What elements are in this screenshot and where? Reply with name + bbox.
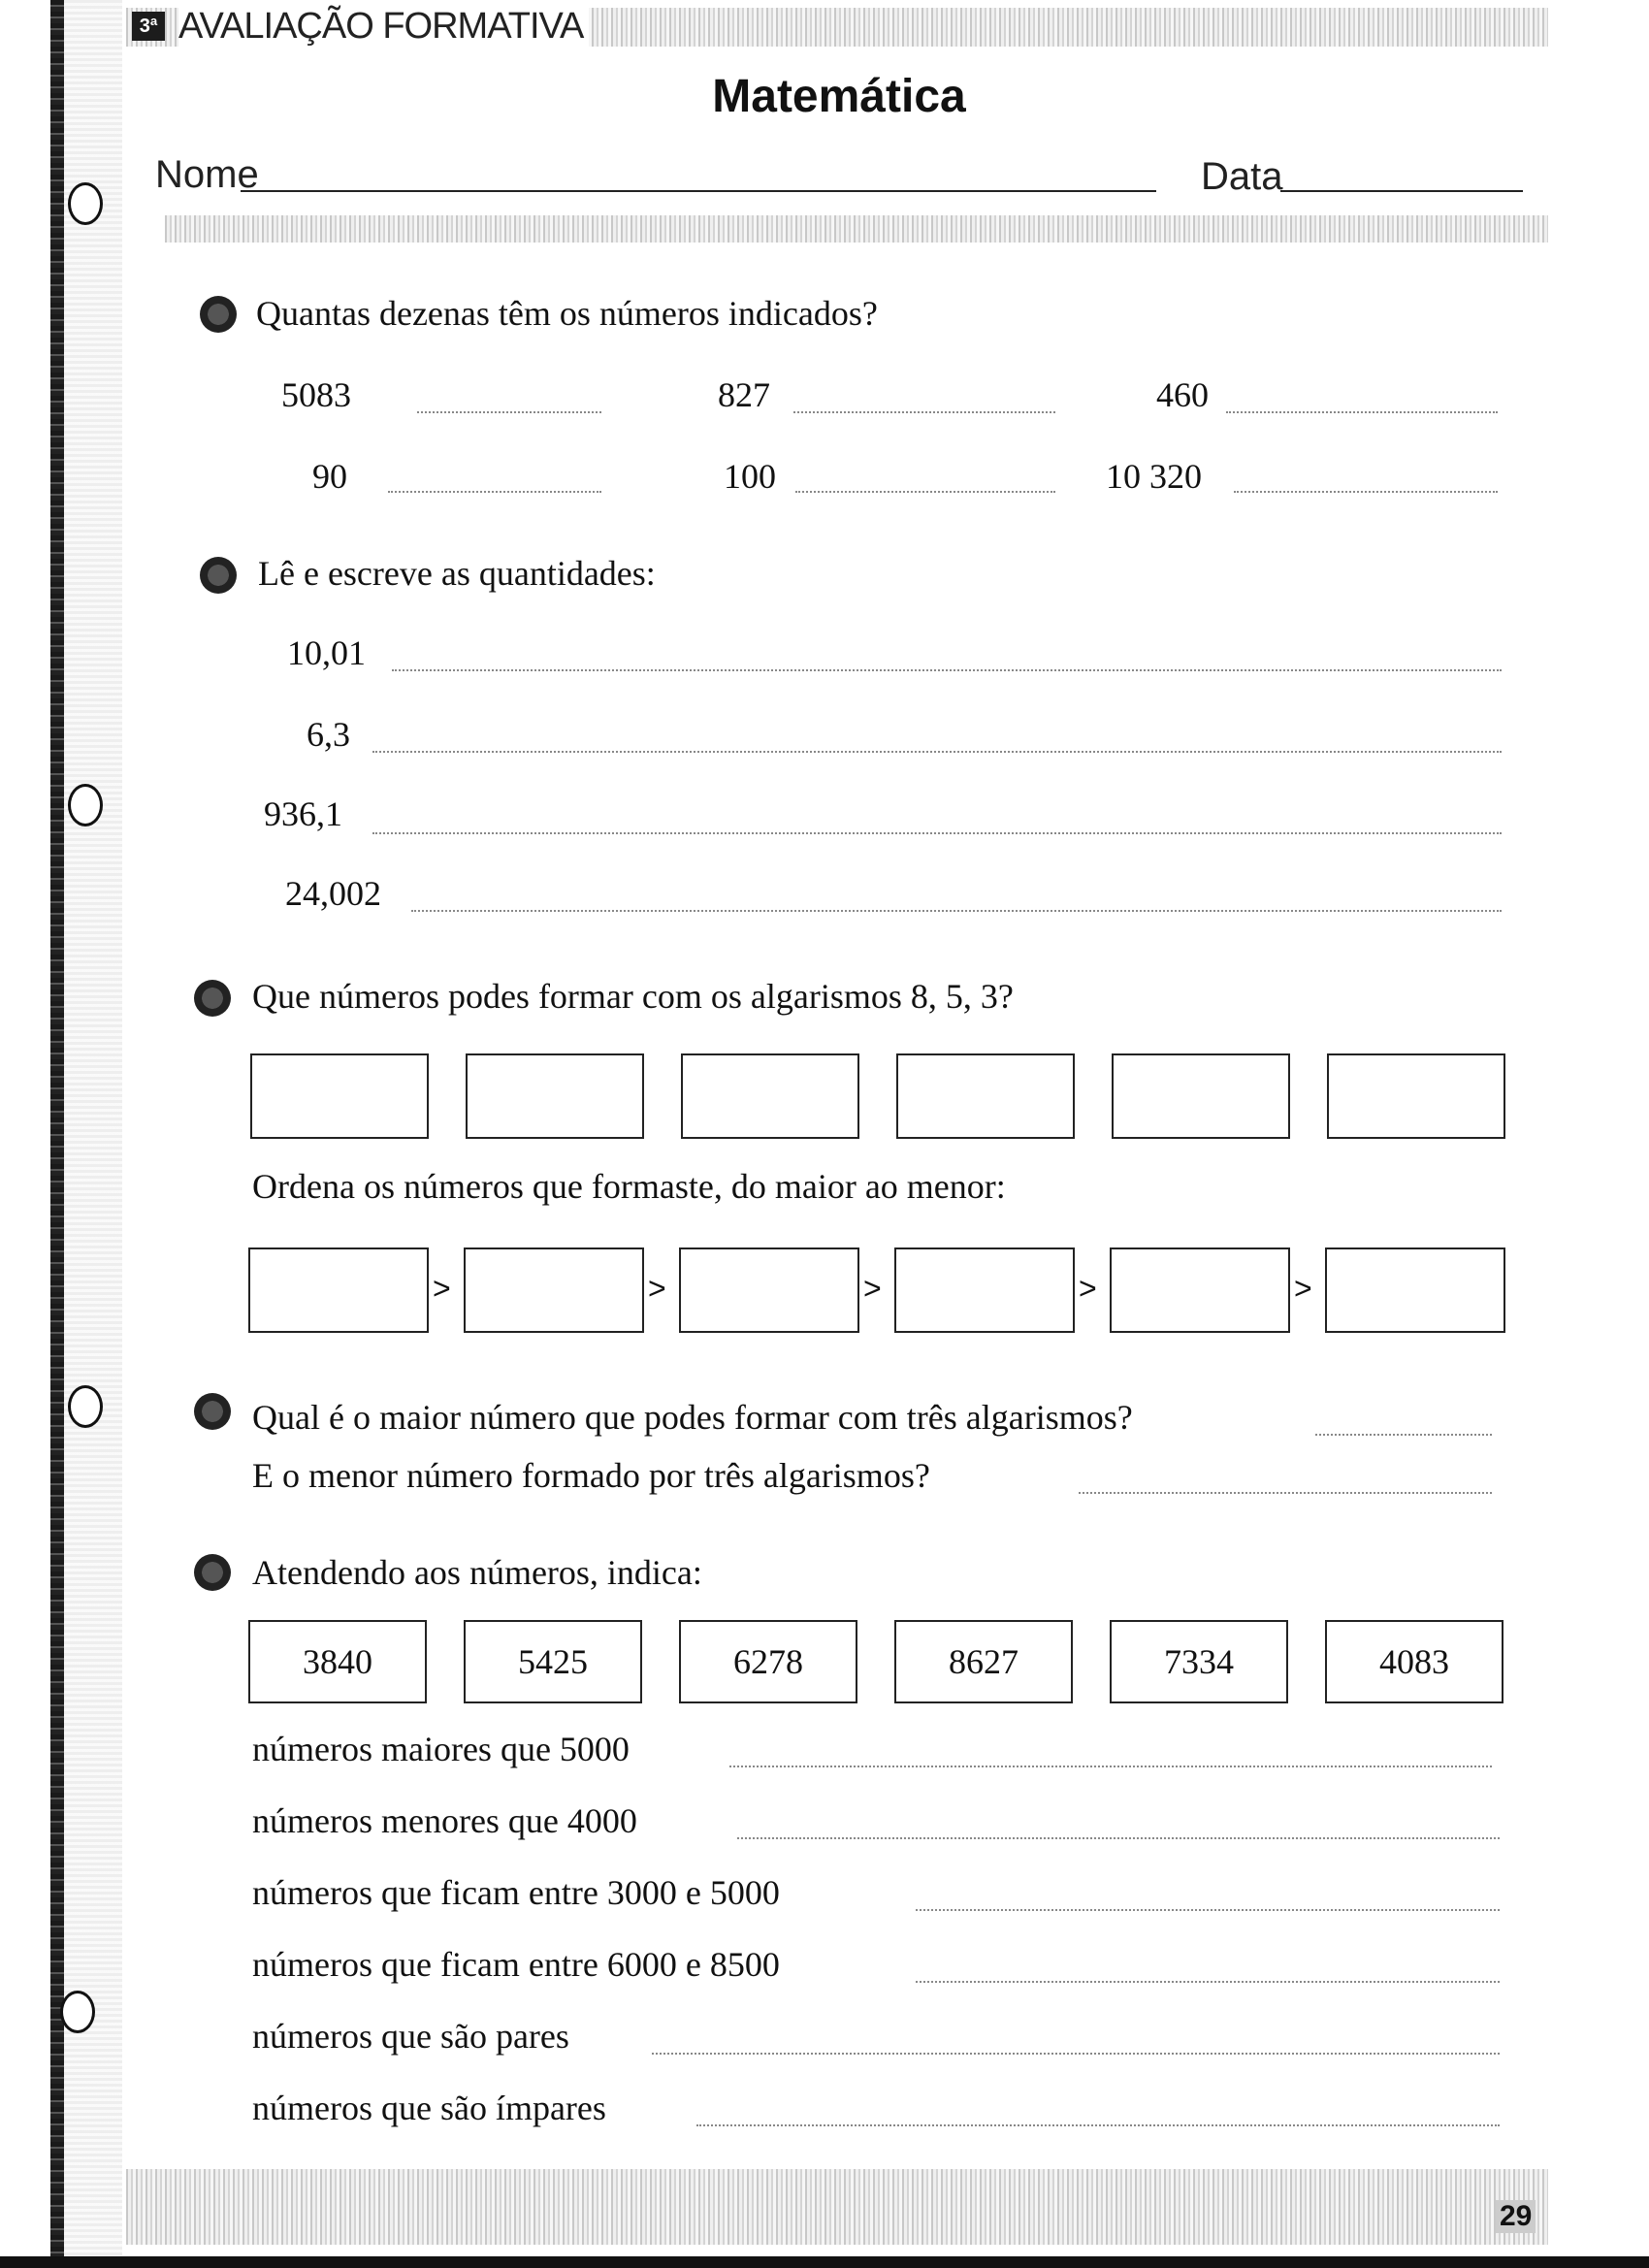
q3-order-box[interactable]: [248, 1247, 429, 1333]
q1-number: 90: [312, 457, 347, 496]
q5-number: 7334: [1164, 1642, 1234, 1681]
q3-number-box[interactable]: [896, 1053, 1075, 1139]
q5-answer-line[interactable]: [652, 2053, 1500, 2055]
q5-number: 3840: [303, 1642, 372, 1681]
name-field[interactable]: [241, 190, 1156, 192]
question-2-prompt: Lê e escreve as quantidades:: [258, 554, 656, 593]
q5-number-box: [1110, 1620, 1288, 1703]
q4-answer-line[interactable]: [1315, 1434, 1492, 1436]
q3-number-box[interactable]: [1112, 1053, 1290, 1139]
q2-quantity: 936,1: [264, 794, 342, 833]
q3-number-box[interactable]: [1327, 1053, 1505, 1139]
q2-answer-line[interactable]: [392, 669, 1502, 671]
question-4-icon: [194, 1393, 231, 1430]
q1-answer-line[interactable]: [795, 491, 1055, 493]
q5-criterion: números maiores que 5000: [252, 1730, 630, 1768]
q3-order-box[interactable]: [1110, 1247, 1290, 1333]
q1-answer-line[interactable]: [1226, 411, 1498, 413]
question-4-prompt-2: E o menor número formado por três algarismos?: [252, 1456, 930, 1495]
q5-answer-line[interactable]: [916, 1981, 1500, 1983]
q2-quantity: 24,002: [285, 874, 381, 913]
q2-answer-line[interactable]: [411, 910, 1502, 912]
page-number: 29: [1496, 2200, 1536, 2233]
q3-order-box[interactable]: [679, 1247, 859, 1333]
q5-criterion: números menores que 4000: [252, 1801, 637, 1840]
q1-answer-line[interactable]: [388, 491, 601, 493]
q1-answer-line[interactable]: [417, 411, 601, 413]
page-binding-edge: [50, 0, 64, 2260]
q3-number-box[interactable]: [250, 1053, 429, 1139]
q3-order-box[interactable]: [1325, 1247, 1505, 1333]
q2-answer-line[interactable]: [372, 751, 1502, 753]
q2-quantity: 10,01: [287, 633, 366, 672]
greater-than-sign: >: [648, 1271, 666, 1306]
q4-answer-line[interactable]: [1079, 1492, 1492, 1494]
greater-than-sign: >: [863, 1271, 882, 1306]
header-divider: [165, 215, 1548, 243]
q2-quantity: 6,3: [307, 715, 350, 754]
binder-hole: [68, 1385, 103, 1428]
q3-order-box[interactable]: [894, 1247, 1075, 1333]
q3-order-box[interactable]: [464, 1247, 644, 1333]
bottom-border: [0, 2256, 1649, 2268]
q5-criterion: números que ficam entre 6000 e 8500: [252, 1945, 780, 1984]
q5-number: 8627: [949, 1642, 1018, 1681]
q5-number-box: [894, 1620, 1073, 1703]
binder-hole: [68, 784, 103, 826]
question-1-prompt: Quantas dezenas têm os números indicados?: [256, 294, 878, 333]
q5-answer-line[interactable]: [696, 2124, 1500, 2126]
question-2-icon: [200, 557, 237, 594]
q1-answer-line[interactable]: [793, 411, 1055, 413]
footer-band: [126, 2169, 1548, 2245]
q3-number-box[interactable]: [681, 1053, 859, 1139]
q1-number: 100: [724, 457, 776, 496]
q1-number: 460: [1156, 375, 1209, 414]
binder-hole: [60, 1991, 95, 2033]
q5-number-box: [248, 1620, 427, 1703]
question-4-prompt: Qual é o maior número que podes formar com três algarismos?: [252, 1398, 1133, 1437]
evaluation-badge: 3ª: [132, 12, 165, 41]
q5-answer-line[interactable]: [729, 1766, 1492, 1767]
greater-than-sign: >: [1294, 1271, 1312, 1306]
binder-hole: [68, 182, 103, 225]
q5-number-box: [464, 1620, 642, 1703]
q3-order-prompt: Ordena os números que formaste, do maior ao menor:: [252, 1167, 1006, 1206]
q5-criterion: números que são pares: [252, 2017, 569, 2056]
question-3-icon: [194, 980, 231, 1017]
evaluation-title: AVALIAÇÃO FORMATIVA: [178, 6, 589, 48]
subject-title: Matemática: [712, 71, 966, 122]
question-5-prompt: Atendendo aos números, indica:: [252, 1553, 702, 1592]
q5-answer-line[interactable]: [737, 1837, 1500, 1839]
q5-number: 5425: [518, 1642, 588, 1681]
question-5-icon: [194, 1554, 231, 1591]
q2-answer-line[interactable]: [372, 832, 1502, 834]
q5-number-box: [1325, 1620, 1504, 1703]
greater-than-sign: >: [433, 1271, 451, 1306]
question-3-prompt: Que números podes formar com os algarismos 8, 5, 3?: [252, 977, 1014, 1016]
q5-criterion: números que são ímpares: [252, 2089, 606, 2127]
q5-number: 4083: [1379, 1642, 1449, 1681]
q5-number: 6278: [733, 1642, 803, 1681]
date-field[interactable]: [1280, 190, 1523, 192]
q5-number-box: [679, 1620, 857, 1703]
q1-number: 827: [718, 375, 770, 414]
page-shadow: [64, 0, 122, 2260]
greater-than-sign: >: [1079, 1271, 1097, 1306]
q1-number: 5083: [281, 375, 351, 414]
question-1-icon: [200, 296, 237, 333]
q1-answer-line[interactable]: [1234, 491, 1498, 493]
q5-criterion: números que ficam entre 3000 e 5000: [252, 1873, 780, 1912]
q5-answer-line[interactable]: [916, 1909, 1500, 1911]
q3-number-box[interactable]: [466, 1053, 644, 1139]
date-label: Data: [1201, 155, 1283, 198]
q1-number: 10 320: [1106, 457, 1202, 496]
name-label: Nome: [155, 153, 259, 196]
